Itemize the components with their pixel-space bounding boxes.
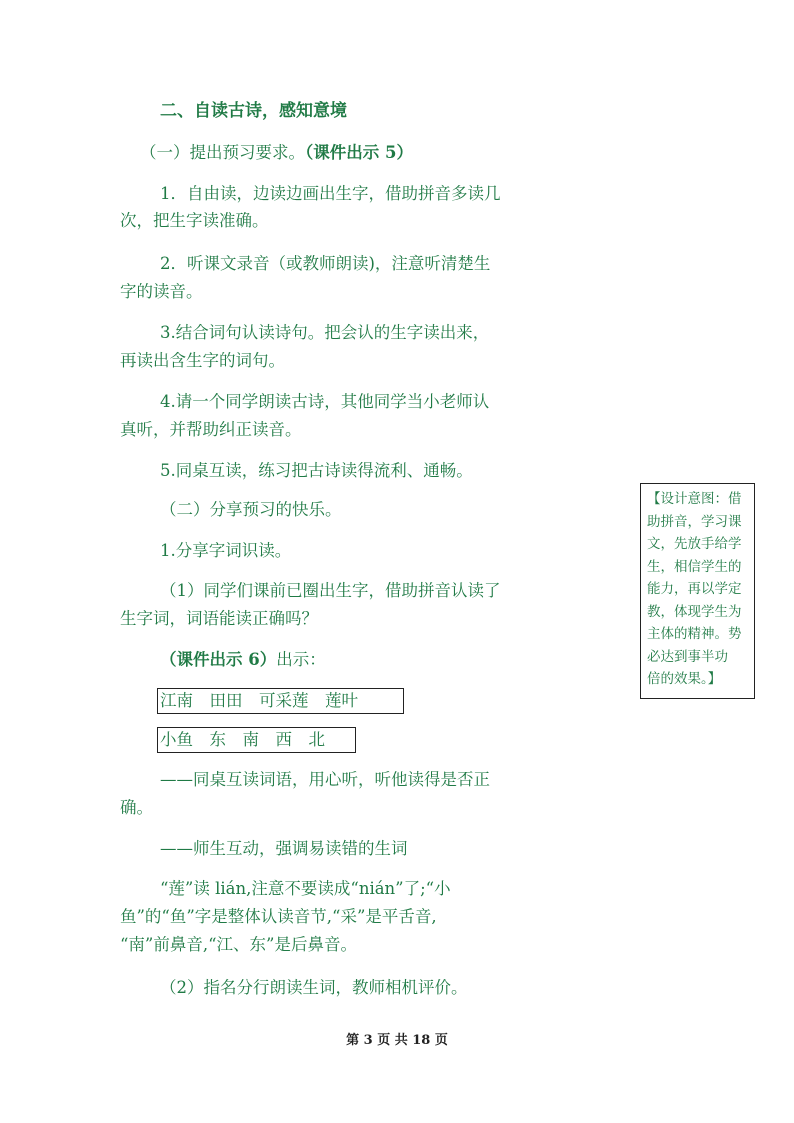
pronunciation-line-1: “莲”读 lián,注意不要读成“nián”了;“小 (160, 879, 451, 898)
question-1-line-1: （1）同学们课前已圈出生字，借助拼音认读了 (160, 581, 501, 600)
share-heading: 1.分享字词识读。 (160, 541, 292, 560)
courseware-rest: 出示： (276, 650, 326, 669)
item-3-line-2: 再读出含生字的词句。 (120, 351, 285, 370)
note-line: 倍的效果。】 (647, 671, 722, 687)
note-line: 能力，再以学定 (647, 581, 742, 597)
note-line: 文，先放手给学 (647, 536, 742, 552)
item-2-line-2: 字的读音。 (120, 282, 203, 301)
courseware-bold: （课件出示 6） (160, 650, 277, 669)
item-5-line-1: 5.同桌互读，练习把古诗读得流利、通畅。 (160, 461, 473, 480)
subheading-1-bold: （课件出示 5） (305, 143, 413, 162)
design-intent-note (640, 483, 755, 699)
note-line: 助拼音，学习课 (647, 513, 742, 530)
question-2: （2）指名分行朗读生词，教师相机评价。 (160, 978, 468, 997)
question-1-line-2: 生字词，词语能读正确吗？ (120, 609, 318, 628)
word-box-2: 小鱼 东 南 西 北 (157, 727, 356, 753)
note-line: 生，相信学生的 (647, 558, 742, 575)
note-line: 必达到事半功 (647, 648, 728, 665)
pronunciation-line-3: “南”前鼻音,“江、东”是后鼻音。 (120, 935, 357, 954)
dash-line-1b: 确。 (120, 798, 153, 817)
dash-line-1a: ——同桌互读词语，用心听，听他读得是否正 (160, 770, 490, 789)
note-line: 教，体现学生为 (647, 603, 742, 620)
item-3-line-1: 3.结合词句认读诗句。把会认的生字读出来， (160, 323, 490, 342)
item-4-line-1: 4.请一个同学朗读古诗，其他同学当小老师认 (160, 392, 490, 411)
page-footer: 第 3 页 共 18 页 (346, 1033, 448, 1048)
subheading-2: （二）分享预习的快乐。 (160, 500, 342, 519)
subheading-1 (140, 142, 413, 164)
subheading-1-text: （一）提出预习要求。 (140, 143, 305, 162)
word-box-1: 江南 田田 可采莲 莲叶 (157, 688, 404, 714)
note-line: 【设计意图：借 (647, 491, 742, 507)
item-2-line-1: 2．听课文录音（或教师朗读)，注意听清楚生 (160, 254, 491, 273)
pronunciation-line-2: 鱼”的“鱼”字是整体认读音节,“采”是平舌音, (120, 907, 437, 926)
item-4-line-2: 真听，并帮助纠正读音。 (120, 420, 302, 439)
dash-line-2: ——师生互动，强调易读错的生词 (160, 839, 408, 858)
item-1-line-2: 次，把生字读准确。 (120, 211, 269, 230)
item-1-line-1: 1．自由读，边读边画出生字，借助拼音多读几 (160, 184, 501, 203)
courseware-line (160, 649, 326, 671)
note-line: 主体的精神。势 (647, 626, 742, 642)
section-title: 二、自读古诗，感知意境 (160, 101, 347, 121)
